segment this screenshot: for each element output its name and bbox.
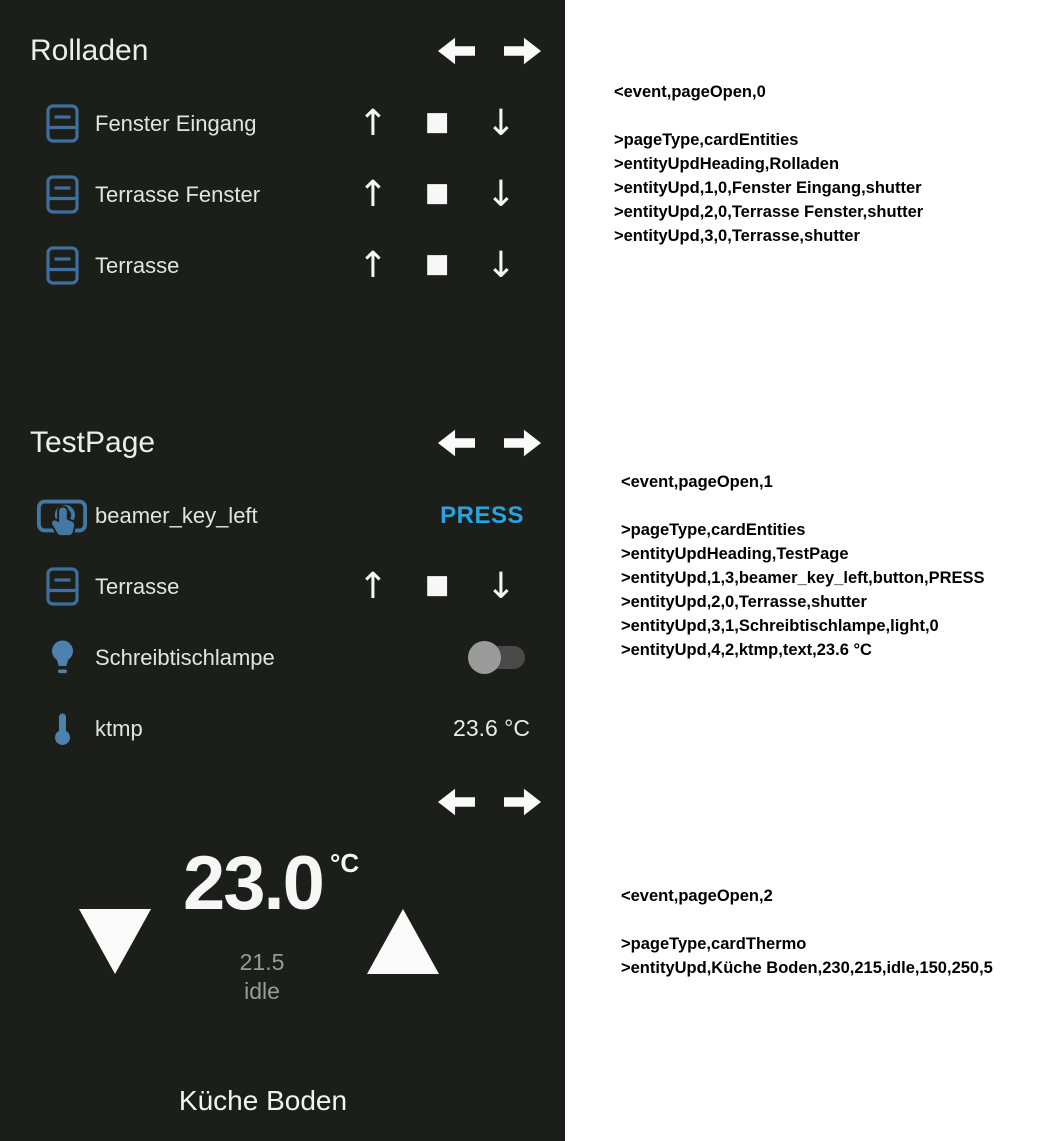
nav-next-button[interactable]	[504, 427, 542, 459]
target-temp: 21.5	[239, 949, 285, 975]
protocol-line: >pageType,cardThermo	[621, 935, 807, 953]
press-button[interactable]: PRESS	[440, 480, 524, 551]
temp-unit: °C	[330, 848, 360, 878]
thermo-title: Küche Boden	[178, 1085, 348, 1116]
protocol-block	[621, 884, 993, 980]
protocol-line: >entityUpd,2,0,Terrasse,shutter	[621, 593, 867, 611]
temp-up-button[interactable]	[366, 908, 440, 975]
triangle-up-icon	[366, 908, 440, 975]
protocol-line	[621, 494, 985, 518]
protocol-line: >pageType,cardEntities	[614, 131, 799, 149]
entity-label: beamer_key_left	[95, 502, 258, 528]
thermometer-icon	[36, 693, 88, 764]
protocol-line: >entityUpd,1,3,beamer_key_left,button,PRESS	[621, 569, 985, 587]
protocol-line: <event,pageOpen,0	[614, 83, 766, 101]
page-nav	[437, 35, 542, 67]
window-shutter-icon	[36, 551, 88, 622]
protocol-line: >entityUpd,Küche Boden,230,215,idle,150,250,5	[621, 959, 993, 977]
shutter-up-button[interactable]: ↑	[341, 551, 405, 622]
card-rolladen	[0, 0, 565, 400]
shutter-up-button[interactable]: ↑	[341, 88, 405, 159]
shutter-stop-button[interactable]: ■	[405, 88, 469, 159]
gesture-tap-icon	[36, 480, 88, 551]
arrow-right-icon	[504, 786, 542, 818]
entity-label: Terrasse Fenster	[95, 181, 261, 207]
protocol-line: >entityUpd,4,2,ktmp,text,23.6 °C	[621, 641, 872, 659]
shutter-controls	[341, 159, 533, 230]
entity-label: Terrasse	[95, 573, 180, 599]
nav-prev-button[interactable]	[437, 35, 475, 67]
shutter-down-button[interactable]: ↓	[469, 159, 533, 230]
card-title: TestPage	[30, 426, 156, 459]
shutter-down-button[interactable]: ↓	[469, 88, 533, 159]
triangle-down-icon	[78, 908, 152, 975]
entity-label: ktmp	[95, 715, 143, 741]
protocol-line: >entityUpdHeading,TestPage	[621, 545, 849, 563]
protocol-block	[621, 470, 985, 662]
page-nav	[437, 427, 542, 459]
window-shutter-icon	[36, 230, 88, 301]
current-temp: 23.0	[183, 841, 323, 926]
page-nav	[437, 786, 542, 818]
shutter-stop-button[interactable]: ■	[405, 159, 469, 230]
lightbulb-icon	[36, 622, 88, 693]
arrow-left-icon	[437, 786, 475, 818]
entity-row	[0, 480, 565, 551]
entity-row	[0, 230, 565, 301]
light-toggle[interactable]	[468, 641, 525, 674]
entity-row	[0, 551, 565, 622]
arrow-left-icon	[437, 35, 475, 67]
temp-down-button[interactable]	[78, 908, 152, 975]
protocol-line: <event,pageOpen,1	[621, 473, 773, 491]
window-shutter-icon	[36, 88, 88, 159]
protocol-line: >entityUpd,3,0,Terrasse,shutter	[614, 227, 860, 245]
protocol-line: >entityUpd,3,1,Schreibtischlampe,light,0	[621, 617, 939, 635]
shutter-up-button[interactable]: ↑	[341, 159, 405, 230]
protocol-block	[614, 80, 923, 248]
hvac-status: idle	[244, 978, 280, 1004]
protocol-line: >pageType,cardEntities	[621, 521, 806, 539]
protocol-line: >entityUpdHeading,Rolladen	[614, 155, 840, 173]
protocol-line	[621, 908, 993, 932]
entity-row	[0, 622, 565, 693]
nav-next-button[interactable]	[504, 786, 542, 818]
entity-row	[0, 159, 565, 230]
entity-label: Terrasse	[95, 252, 180, 278]
protocol-line: >entityUpd,2,0,Terrasse Fenster,shutter	[614, 203, 924, 221]
shutter-down-button[interactable]: ↓	[469, 551, 533, 622]
protocol-line	[614, 104, 923, 128]
shutter-stop-button[interactable]: ■	[405, 551, 469, 622]
shutter-controls	[341, 88, 533, 159]
card-title: Rolladen	[30, 34, 149, 67]
shutter-controls	[341, 230, 533, 301]
entity-row	[0, 88, 565, 159]
shutter-controls	[341, 551, 533, 622]
toggle-knob	[468, 641, 501, 674]
nav-prev-button[interactable]	[437, 786, 475, 818]
protocol-line: >entityUpd,1,0,Fenster Eingang,shutter	[614, 179, 922, 197]
arrow-right-icon	[504, 427, 542, 459]
nav-prev-button[interactable]	[437, 427, 475, 459]
shutter-up-button[interactable]: ↑	[341, 230, 405, 301]
shutter-stop-button[interactable]: ■	[405, 230, 469, 301]
nav-next-button[interactable]	[504, 35, 542, 67]
entity-value: 23.6 °C	[453, 715, 530, 741]
shutter-down-button[interactable]: ↓	[469, 230, 533, 301]
entity-label: Fenster Eingang	[95, 110, 257, 136]
card-thermo	[0, 760, 565, 1141]
arrow-left-icon	[437, 427, 475, 459]
entity-row	[0, 693, 565, 764]
window-shutter-icon	[36, 159, 88, 230]
entity-label: Schreibtischlampe	[95, 644, 275, 670]
card-testpage	[0, 400, 565, 760]
protocol-line: <event,pageOpen,2	[621, 887, 773, 905]
arrow-right-icon	[504, 35, 542, 67]
